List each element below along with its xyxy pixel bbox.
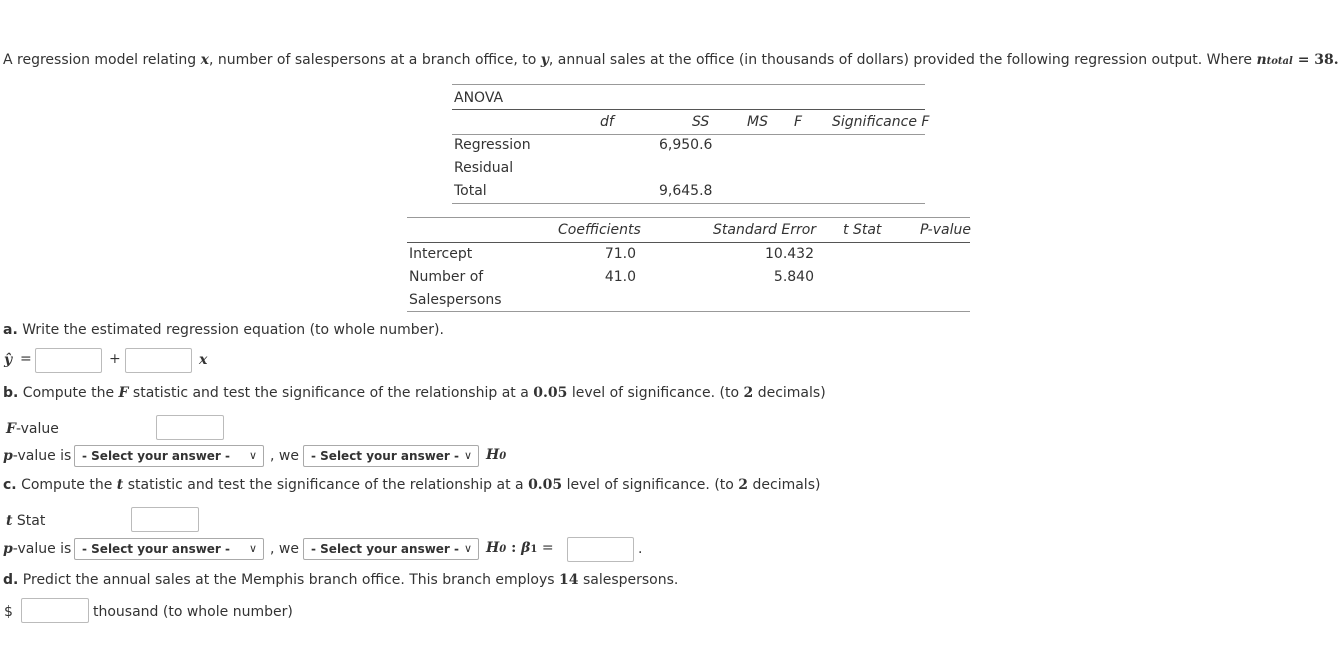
anova-total-ss: 9,645.8 bbox=[659, 183, 713, 199]
coef-salespersons-se: 5.840 bbox=[773, 269, 814, 285]
part-a-prompt: a. Write the estimated regression equation (to whole number). bbox=[3, 322, 444, 338]
anova-row-regression: Regression bbox=[454, 137, 531, 153]
coef-intercept-value: 71.0 bbox=[604, 246, 636, 262]
chevron-down-icon: ∨ bbox=[248, 449, 257, 462]
part-b-prompt: b. Compute the F statistic and test the significance of the relationship at a 0.05 level of significance. (to 2 decimals) bbox=[3, 385, 826, 401]
anova-header-ss: SS bbox=[692, 114, 710, 130]
coef-header-stderr: Standard Error bbox=[713, 222, 817, 238]
coef-row-salespersons: Number of bbox=[409, 269, 484, 285]
anova-title: ANOVA bbox=[454, 90, 504, 106]
coef-header-tstat: t Stat bbox=[843, 222, 882, 238]
thousand-label: thousand (to whole number) bbox=[93, 604, 293, 620]
coef-header-coefficients: Coefficients bbox=[558, 222, 641, 238]
t-stat-input[interactable] bbox=[131, 507, 199, 532]
t-stat-label: t Stat bbox=[6, 513, 46, 529]
f-value-input[interactable] bbox=[156, 415, 224, 440]
anova-row-residual: Residual bbox=[454, 160, 514, 176]
equals-sign: = bbox=[20, 351, 32, 367]
anova-row-total: Total bbox=[454, 183, 487, 199]
coef-row-salespersons-cont: Salespersons bbox=[409, 292, 502, 308]
coef-row-intercept: Intercept bbox=[409, 246, 473, 262]
chevron-down-icon: ∨ bbox=[463, 542, 472, 555]
decision-select-c[interactable]: - Select your answer - ∨ bbox=[303, 538, 479, 560]
coef-intercept-se: 10.432 bbox=[765, 246, 814, 262]
intercept-input[interactable] bbox=[35, 348, 102, 373]
h0-beta-expression: H0 : β1 = bbox=[486, 540, 554, 556]
yhat-symbol: ŷ bbox=[4, 352, 13, 368]
period-c: . bbox=[638, 541, 643, 557]
anova-header-ms: MS bbox=[747, 114, 768, 130]
coef-header-pvalue: P-value bbox=[920, 222, 971, 238]
we-text-c: , we bbox=[270, 541, 299, 557]
p-value-label-c: p-value is bbox=[3, 541, 72, 557]
anova-header-sigf: Significance F bbox=[832, 114, 930, 130]
h0-symbol-b: H0 bbox=[486, 447, 507, 463]
anova-regression-ss: 6,950.6 bbox=[659, 137, 713, 153]
part-d-prompt: d. Predict the annual sales at the Memphis branch office. This branch employs 14 salespersons. bbox=[3, 572, 679, 588]
chevron-down-icon: ∨ bbox=[463, 449, 472, 462]
p-value-label-b: p-value is bbox=[3, 448, 72, 464]
coef-salespersons-value: 41.0 bbox=[604, 269, 636, 285]
we-text-b: , we bbox=[270, 448, 299, 464]
x-symbol: x bbox=[199, 352, 208, 368]
intro-text: A regression model relating x, number of salespersons at a branch office, to y, annual sales at the office (in thousands of dollars) provided the following regression output. Where ntotal = 38. bbox=[3, 52, 1339, 68]
beta1-input[interactable] bbox=[567, 537, 634, 562]
chevron-down-icon: ∨ bbox=[248, 542, 257, 555]
slope-input[interactable] bbox=[125, 348, 192, 373]
p-value-comparison-select-b[interactable]: - Select your answer - ∨ bbox=[74, 445, 264, 467]
prediction-input[interactable] bbox=[21, 598, 89, 623]
f-value-label: F-value bbox=[6, 421, 59, 437]
dollar-sign: $ bbox=[4, 604, 13, 620]
decision-select-b[interactable]: - Select your answer - ∨ bbox=[303, 445, 479, 467]
p-value-comparison-select-c[interactable]: - Select your answer - ∨ bbox=[74, 538, 264, 560]
part-c-prompt: c. Compute the t statistic and test the significance of the relationship at a 0.05 level of significance. (to 2 decimals) bbox=[3, 477, 821, 493]
anova-header-f: F bbox=[794, 114, 803, 130]
plus-sign: + bbox=[109, 351, 121, 367]
anova-header-df: df bbox=[600, 114, 614, 130]
